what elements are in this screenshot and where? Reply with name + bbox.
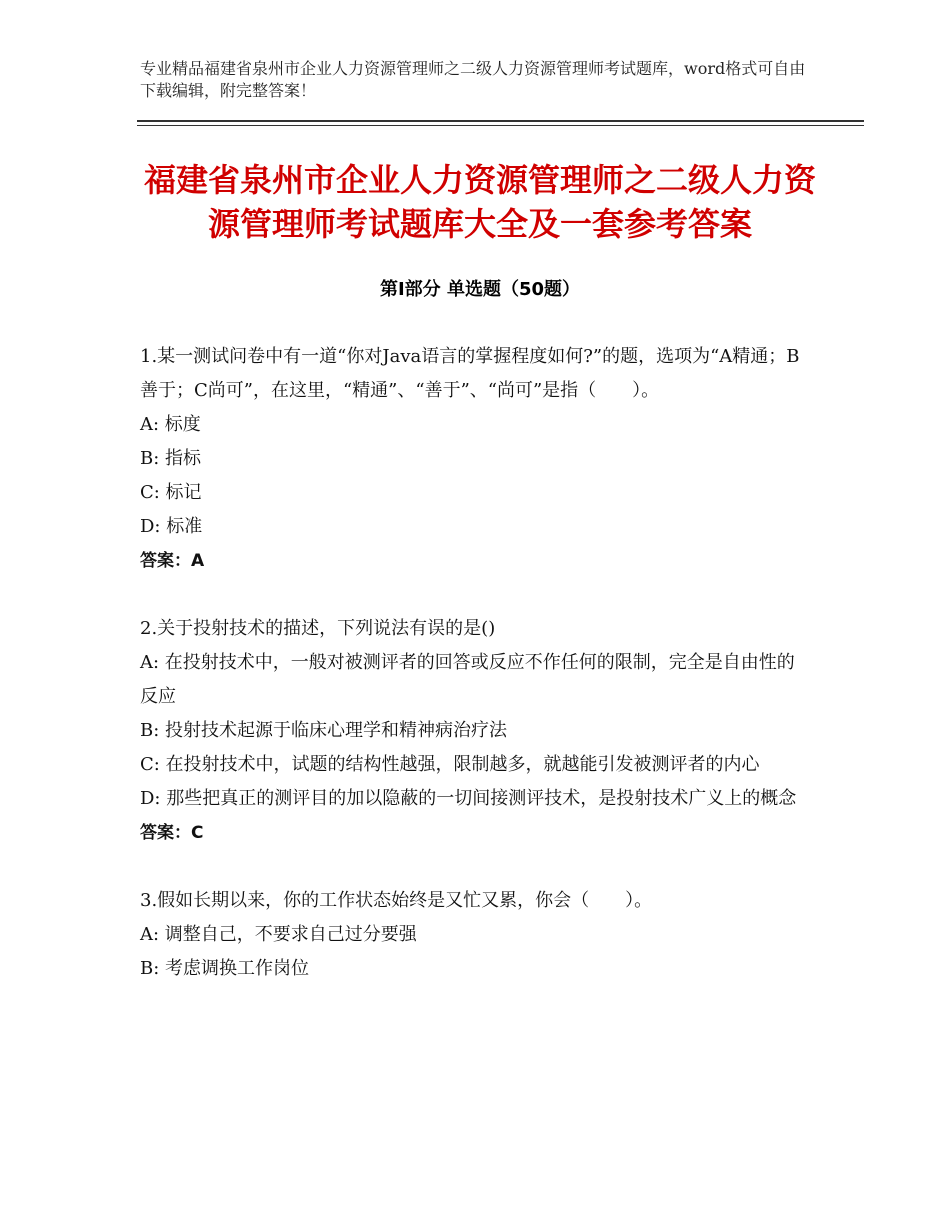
option-b: B: 考虑调换工作岗位 — [140, 958, 310, 979]
section-heading: 第Ⅰ部分 单选题（50题） — [379, 279, 580, 300]
header-note: 专业精品福建省泉州市企业人力资源管理师之二级人力资源管理师考试题库，word格式可自由下载编辑，附完整答案！ — [140, 59, 806, 100]
option-a: A: 在投射技术中，一般对被测评者的回答或反应不作任何的限制，完全是自由性的反应 — [140, 652, 795, 707]
answer-line: 答案：A — [140, 551, 205, 571]
document-title: 福建省泉州市企业人力资源管理师之二级人力资源管理师考试题库大全及一套参考答案 — [143, 161, 816, 243]
question-3 — [140, 884, 812, 986]
question-1 — [140, 340, 812, 578]
option-a: A: 标度 — [140, 414, 201, 435]
option-d: D: 标准 — [140, 516, 203, 537]
question-2 — [140, 612, 812, 850]
question-stem: 3.假如长期以来，你的工作状态始终是又忙又累，你会（ ）。 — [140, 890, 653, 911]
option-d: D: 那些把真正的测评目的加以隐蔽的一切间接测评技术，是投射技术广义上的概念 — [140, 788, 797, 809]
option-a: A: 调整自己，不要求自己过分要强 — [140, 924, 417, 945]
option-c: C: 标记 — [140, 482, 202, 503]
option-b: B: 投射技术起源于临床心理学和精神病治疗法 — [140, 720, 508, 741]
answer-line: 答案：C — [140, 823, 204, 843]
option-c: C: 在投射技术中，试题的结构性越强，限制越多，就越能引发被测评者的内心 — [140, 754, 760, 775]
option-b: B: 指标 — [140, 448, 202, 469]
question-stem: 2.关于投射技术的描述，下列说法有误的是() — [140, 618, 496, 639]
question-list — [140, 340, 812, 986]
question-stem: 1.某一测试问卷中有一道“你对Java语言的掌握程度如何?”的题，选项为“A精通；B善于；C尚可”，在这里，“精通”、“善于”、“尚可”是指（ ）。 — [140, 346, 800, 401]
header-divider-thin — [137, 125, 864, 126]
header-divider — [137, 120, 864, 122]
